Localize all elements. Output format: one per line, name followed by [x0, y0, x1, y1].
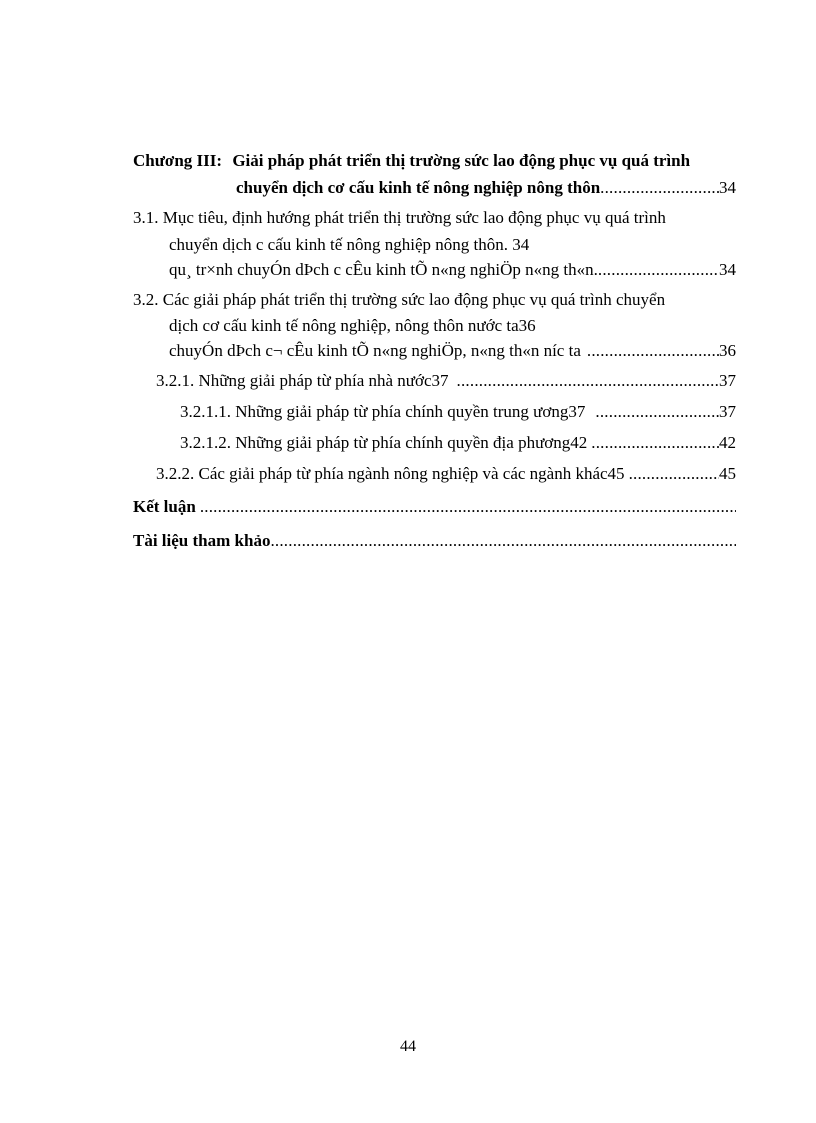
- toc-3-2-garbled: chuyÓn dÞch c¬ cÊu kinh tÕ n«ng nghiÖp, n«ng th«n níc ta: [169, 341, 581, 360]
- toc-3-1-title-cont: chuyển dịch c cấu kinh tế nông nghiệp nông thôn. 34: [169, 235, 530, 254]
- chapter-title-line2: chuyển dịch cơ cấu kinh tế nông nghiệp nông thôn: [236, 178, 601, 197]
- toc-3-2-1-title: 3.2.1. Những giải pháp từ phía nhà nước37: [156, 371, 449, 390]
- toc-3-2-1-2-title: 3.2.1.2. Những giải pháp từ phía chính quyền địa phương42: [180, 433, 588, 452]
- toc-chapter3-line2[interactable]: [236, 177, 736, 199]
- dot-leader: [600, 177, 719, 199]
- toc-3-2-1-1[interactable]: [180, 401, 736, 423]
- toc-conclusion-title: Kết luận: [133, 497, 196, 516]
- dot-leader: [629, 463, 719, 485]
- toc-3-1-line3[interactable]: [169, 259, 736, 281]
- toc-3-2-title-cont: dịch cơ cấu kinh tế nông nghiệp, nông thôn nước ta36: [169, 316, 536, 335]
- toc-3-2-2-title: 3.2.2. Các giải pháp từ phía ngành nông nghiệp và các ngành khác45: [156, 464, 625, 483]
- toc-3-2-1-2[interactable]: [180, 432, 736, 454]
- toc-3-2-line1[interactable]: [133, 289, 665, 311]
- toc-3-2-1-1-title: 3.2.1.1. Những giải pháp từ phía chính quyền trung ương37: [180, 402, 586, 421]
- page-ref: 37: [719, 371, 736, 390]
- dot-leader: [598, 259, 719, 281]
- toc-chapter3-line1: [133, 150, 740, 172]
- dot-leader: [270, 530, 736, 552]
- dot-leader: [591, 432, 719, 454]
- chapter-label: Chương III:: [133, 151, 223, 170]
- page-ref: 34: [719, 260, 736, 279]
- page-number: 44: [400, 1038, 416, 1055]
- page-ref: 36: [719, 341, 736, 360]
- dot-leader: [595, 401, 719, 423]
- toc-references[interactable]: [133, 530, 736, 552]
- toc-3-2-2[interactable]: [156, 463, 736, 485]
- toc-3-2-line2: [169, 315, 536, 337]
- toc-3-1-line1[interactable]: [133, 207, 666, 229]
- toc-conclusion[interactable]: [133, 496, 736, 518]
- toc-3-1-garbled: qu¸ tr×nh chuyÓn dÞch c cÊu kinh tÕ n«ng nghiÖp n«ng th«n.: [169, 260, 598, 279]
- toc-3-1-title: 3.1. Mục tiêu, định hướng phát triển thị trường sức lao động phục vụ quá trình: [133, 208, 666, 227]
- toc-3-2-line3[interactable]: [169, 340, 736, 362]
- dot-leader: [587, 340, 719, 362]
- chapter-title-line1: Giải pháp phát triển thị trường sức lao động phục vụ quá trình: [232, 151, 691, 170]
- toc-references-title: Tài liệu tham khảo: [133, 531, 271, 550]
- dot-leader: [200, 496, 736, 518]
- toc-3-1-line2: [169, 234, 529, 256]
- page-ref: 34: [719, 178, 736, 197]
- toc-3-2-title: 3.2. Các giải pháp phát triển thị trường sức lao động phục vụ quá trình chuyển: [133, 290, 666, 309]
- toc-3-2-1[interactable]: [156, 370, 736, 392]
- page-ref: 42: [719, 433, 736, 452]
- page-ref: 37: [719, 402, 736, 421]
- dot-leader: [457, 370, 719, 392]
- page-ref: 45: [719, 464, 736, 483]
